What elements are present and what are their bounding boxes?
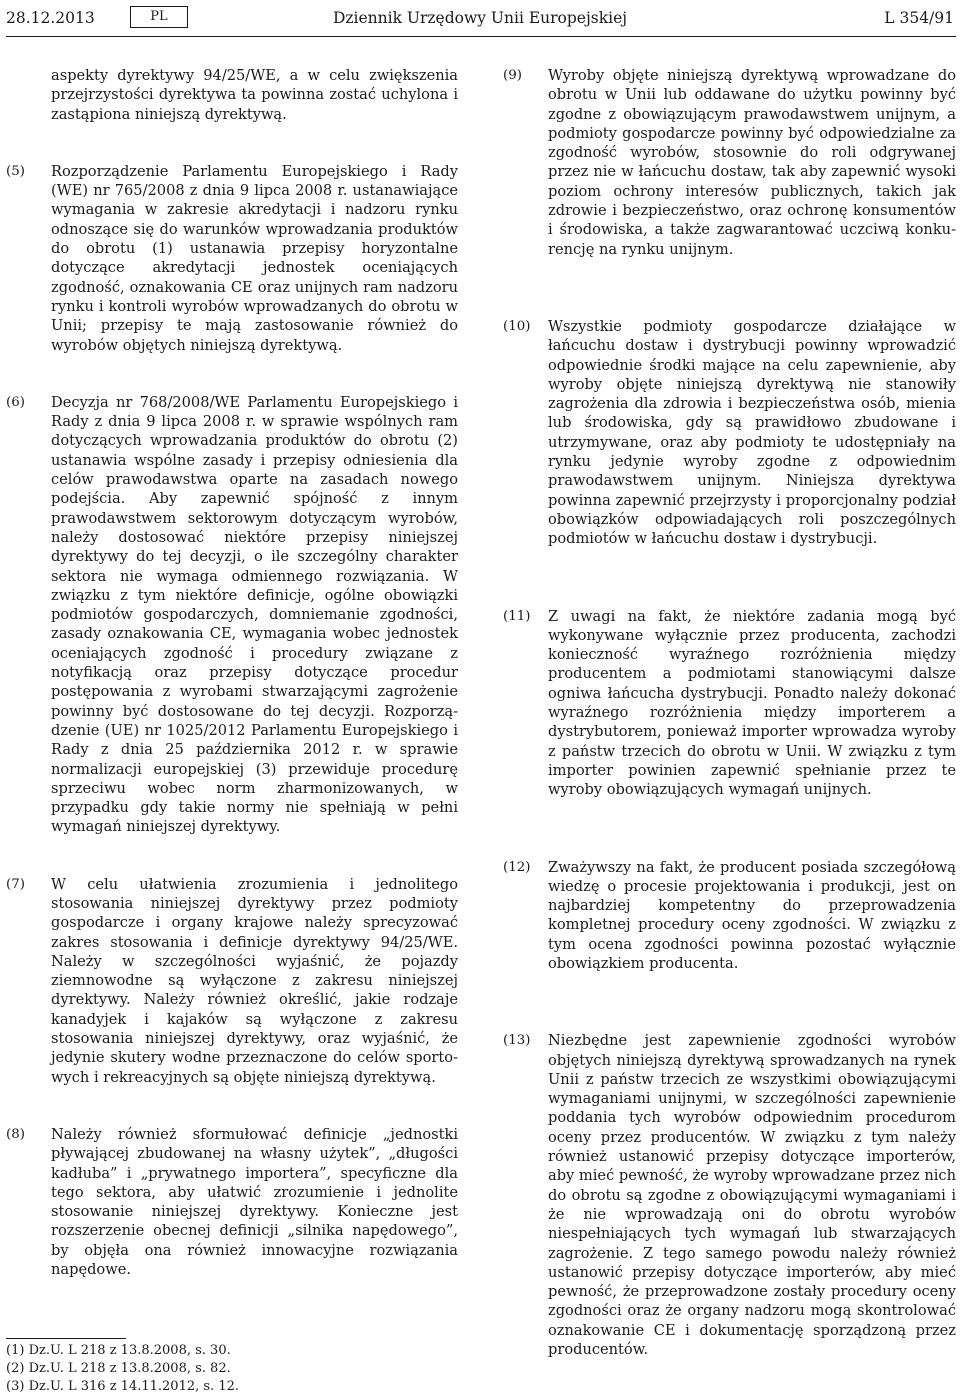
recital-10 [503, 317, 956, 549]
recital-9 [503, 66, 956, 259]
recital-12 [503, 858, 956, 974]
footnote-number: (2) [6, 1361, 25, 1376]
recital-number: (5) [6, 163, 25, 179]
page-header [0, 0, 960, 36]
left-column [6, 66, 458, 1279]
footnote-rule [6, 1338, 126, 1339]
recital-number: (10) [503, 318, 531, 334]
footnote-number: (1) [6, 1343, 25, 1358]
footnote-item [6, 1360, 458, 1378]
recital-text: Należy również sformułować definicje „jednostki pływającej zbudowanej na własny użytek”, „długości kadłuba” i „prywatnego importera”, specyficzne dla tego sektora, aby ułatwić zrozumienie i jednolite stosowanie niniejszej dyrektywy. Konieczne jest rozszerzenie obecnej definicji „silnika napędowego”, by objęła ona również innowacyjne rozwiązania napędowe. [51, 1125, 458, 1279]
page-number: L 354/91 [884, 9, 954, 27]
footnote-text: Dz.U. L 218 z 13.8.2008, s. 30. [28, 1343, 231, 1358]
right-column [503, 66, 956, 1359]
footnote-item [6, 1342, 458, 1360]
recital-number: (9) [503, 68, 522, 83]
journal-title: Dziennik Urzędowy Unii Europejskiej [332, 9, 628, 27]
recital-number: (13) [503, 1033, 531, 1049]
recital-text: Decyzja nr 768/2008/WE Parlamentu Europejskiego i Rady z dnia 9 lipca 2008 r. w sprawie wspólnych ram dotyczących wprowadzania produktów do obrotu (2) ustanawia wspólne zasady i przepisy odniesienia dla celów prawodawstwa oparte na zasadach nowego podejścia. Aby zapewnić spójność z innym prawodawstwem sektorowym dotyczącym wyrobów, należy dostosować niektóre przepisy niniejszej dyrektywy do tej decyzji, o ile szczególny charakter sektora nie wymaga odmiennego rozwiązania. W związku z tym niektóre definicje, ogólne obowiązki podmiotów gospodarczych, domniemanie zgodności, zasady oznakowania CE, wymagania wobec jednostek oceniających zgodność i procedury związane z notyfikacją oraz przepisy dotyczące procedur postępowania z wyrobami stwarzającymi zagrożenie powinny być dostosowane do tej decyzji. Rozporządzenie (UE) nr 1025/2012 Parlamentu Europejskiego i Rady z dnia 25 października 2012 r. w sprawie normalizacji europejskiej (3) przewiduje procedurę sprzeciwu wobec norm zharmonizowanych, w przypadku gdy takie normy nie spełniają w pełni wymagań niniejszej dyrektywy. [51, 393, 458, 836]
recital-11 [503, 607, 956, 800]
recital-7 [6, 875, 458, 1087]
recital-text: W celu ułatwienia zrozumienia i jednolitego stosowania niniejszej dyrektywy przez podmioty gospodarcze i organy krajowe należy sprecyzować zakres stosowania i definicje dyrektywy 94/25/WE. Należy w szczególności wyjaśnić, że pojazdy ziemnowodne są wyłączone z zakresu niniejszej dyrektywy. Należy również określić, jakie rodzaje kanadyjek i kajaków są wyłączone z zakresu stosowania niniejszej dyrektywy, oraz wyjaśnić, że jedynie skutery wodne przeznaczone do celów sportowych i rekreacyjnych są objęte niniejszą dyrektywą. [51, 875, 458, 1086]
publication-date: 28.12.2013 [6, 9, 95, 27]
footnote-text: Dz.U. L 218 z 13.8.2008, s. 82. [28, 1361, 231, 1376]
intro-paragraph: aspekty dyrektywy 94/25/WE, a w celu zwiększenia przejrzystości dyrektywa ta powinna zostać uchylona i zastąpiona niniejszą dyrektywą. [51, 67, 458, 123]
header-rule [6, 36, 956, 37]
recital-8 [6, 1125, 458, 1279]
recital-number: (8) [6, 1126, 25, 1142]
footnote-number: (3) [6, 1379, 25, 1394]
recital-text: Niezbędne jest zapewnienie zgodności wyrobów objętych niniejszą dyrektywą sprowadzanych na rynek Unii z państw trzecich ze wszystkimi obowiązującymi wymaganiami unijnymi, w szczególności zapewnienie poddania tych wyrobów odpowiednim procedurom oceny przez producentów. W związku z tym należy również ustanowić przepisy dotyczące importerów, aby mieć pewność, że wyroby wprowadzane przez nich do obrotu są zgodne z obowiązującymi wymaganiami i że nie wprowadzają oni do obrotu wyrobów niespełniających tych wymagań lub stwarzających zagrożenie. Z tego samego powodu należy również ustanowić przepisy dotyczące importerów, aby mieć pewność, że przeprowadzone zostały procedury oceny zgodności oraz że organy nadzoru mogą skontrolować oznakowanie CE i dokumentację sporządzoną przez producentów. [548, 1032, 956, 1359]
recital-number: (7) [6, 876, 25, 892]
recital-text: Rozporządzenie Parlamentu Europejskiego i Rady (WE) nr 765/2008 z dnia 9 lipca 2008 r. ustanawiające wymagania w zakresie akredytacji i nadzoru rynku odnoszące się do warunków wprowadzania produktów do obrotu (1) ustanawia przepisy horyzontalne dotyczące akredytacji jednostek oceniających zgodność, oznakowania CE oraz unijnych ram nadzoru rynku i kontroli wyrobów wprowadzanych do obrotu w Unii; przepisy te mają zastosowanie również do wyrobów objętych niniejszą dyrektywą. [51, 162, 458, 354]
recital-6 [6, 393, 458, 837]
recital-text: Zważywszy na fakt, że producent posiada szczegółową wiedzę o procesie projektowania i produkcji, jest on najbardziej kompetentny do przeprowadzenia kompletnej procedury oceny zgodności. W związku z tym ocena zgodności powinna pozostać wyłącznie obowiązkiem producenta. [548, 858, 956, 972]
recital-5 [6, 162, 458, 355]
recital-number: (12) [503, 859, 531, 875]
footnote-item [6, 1378, 458, 1396]
language-badge: PL [130, 6, 188, 28]
recital-13 [503, 1031, 956, 1359]
recital-text: Wszystkie podmioty gospodarcze działające w łańcuchu dostaw i dystrybucji powinny wprowadzić odpowiednie środki mające na celu zapewnienie, aby wyroby objęte niniejszą dyrektywą nie stanowiły zagrożenia dla zdrowia i bezpieczeństwa osób, mienia lub środowiska, gdy są prawidłowo zbudowane i utrzymywane, oraz aby podmioty te udostępniały na rynku jedynie wyroby zgodne z odpowiednim prawodawstwem unijnym. Niniejsza dyrektywa powinna zapewnić przejrzysty i proporcjonalny podział obowiązków odpowiadających roli poszczególnych podmiotów w łańcuchu dostaw i dystrybucji. [548, 317, 956, 548]
recital-text: Wyroby objęte niniejszą dyrektywą wprowadzane do obrotu w Unii lub oddawane do użytku powinny być zgodne z obowiązującym prawodawstwem unijnym, a podmioty gospodarcze powinny być odpowiedzialne za zgodność wyrobów, stosownie do roli odgrywanej przez nie w łańcuchu dostaw, tak aby zapewnić wysoki poziom ochrony interesów publicznych, takich jak zdrowie i bezpieczeństwo, oraz ochronę konsumentów i środowiska, a także zagwarantować uczciwą konkurencję na rynku unijnym. [548, 67, 956, 258]
recital-text: Z uwagi na fakt, że niektóre zadania mogą być wykonywane wyłącznie przez producenta, zachodzi konieczność wyraźnego rozróżnienia między producentem a podmiotami stanowiącymi dalsze ogniwa łańcucha dystrybucji. Ponadto należy dokonać wyraźnego rozróżnienia między importerem a dystrybutorem, ponieważ importer wprowadza wyroby z państw trzecich do obrotu w Unii. W związku z tym importer powinien zapewnić spełnianie przez te wyroby obowiązujących wymagań unijnych. [548, 607, 956, 799]
footnote-text: Dz.U. L 316 z 14.11.2012, s. 12. [28, 1379, 239, 1394]
footnotes [6, 1338, 458, 1396]
recital-number: (11) [503, 608, 531, 624]
recital-number: (6) [6, 394, 25, 410]
